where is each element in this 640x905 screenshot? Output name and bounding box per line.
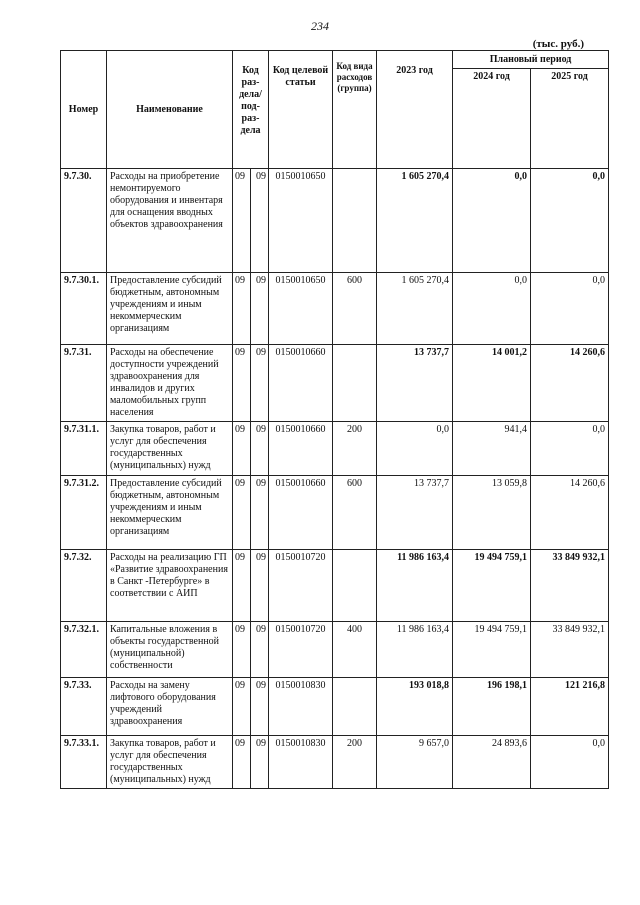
row-subsection: 09 [251,169,269,273]
row-value-2023: 1 605 270,4 [377,273,453,345]
row-target-code: 0150010720 [269,622,333,678]
row-value-2023: 13 737,7 [377,476,453,550]
row-value-2023: 193 018,8 [377,678,453,736]
row-target-code: 0150010650 [269,169,333,273]
header-expense-type: Код вида расходов (группа) [333,51,377,169]
row-target-code: 0150010660 [269,345,333,422]
row-number: 9.7.32. [61,550,107,622]
table-body [61,169,609,789]
row-name: Расходы на замену лифтового оборудования учреждений здравоохранения [107,678,233,736]
row-section: 09 [233,476,251,550]
header-2025: 2025 год [531,69,609,169]
row-expense-type [333,345,377,422]
row-value-2023: 11 986 163,4 [377,550,453,622]
row-section: 09 [233,550,251,622]
row-name: Закупка товаров, работ и услуг для обеспечения государственных (муниципальных) нужд [107,422,233,476]
row-value-2023: 9 657,0 [377,736,453,789]
row-expense-type [333,678,377,736]
table-row [61,169,609,273]
header-target: Код целевой статьи [269,51,333,169]
row-value-2024: 19 494 759,1 [453,550,531,622]
header-number: Номер [61,51,107,169]
row-name: Капитальные вложения в объекты государственной (муниципальной) собственности [107,622,233,678]
header-2024: 2024 год [453,69,531,169]
row-target-code: 0150010660 [269,476,333,550]
row-target-code: 0150010720 [269,550,333,622]
table-row [61,678,609,736]
row-value-2023: 1 605 270,4 [377,169,453,273]
row-name: Предоставление субсидий бюджетным, автономным учреждениям и иным некоммерческим организациям [107,476,233,550]
row-expense-type: 600 [333,273,377,345]
budget-table [60,50,609,789]
row-value-2024: 196 198,1 [453,678,531,736]
row-value-2025: 0,0 [531,273,609,345]
row-value-2024: 14 001,2 [453,345,531,422]
row-expense-type [333,169,377,273]
row-value-2024: 24 893,6 [453,736,531,789]
row-value-2023: 13 737,7 [377,345,453,422]
row-section: 09 [233,345,251,422]
row-section: 09 [233,622,251,678]
table-row [61,622,609,678]
row-value-2025: 0,0 [531,169,609,273]
row-name: Расходы на приобретение немонтируемого оборудования и инвентаря для оснащения вводных объектов здравоохранения [107,169,233,273]
row-value-2025: 0,0 [531,736,609,789]
row-name: Предоставление субсидий бюджетным, автономным учреждениям и иным некоммерческим организациям [107,273,233,345]
row-number: 9.7.32.1. [61,622,107,678]
page-number: 234 [311,19,329,33]
row-number: 9.7.31.2. [61,476,107,550]
row-section: 09 [233,422,251,476]
header-2023: 2023 год [377,51,453,169]
row-number: 9.7.30.1. [61,273,107,345]
row-value-2025: 33 849 932,1 [531,550,609,622]
table-row [61,422,609,476]
row-subsection: 09 [251,678,269,736]
table-row [61,476,609,550]
row-name: Расходы на реализацию ГП «Развитие здравоохранения в Санкт -Петербурге» в соответствии с АИП [107,550,233,622]
row-value-2024: 0,0 [453,273,531,345]
row-subsection: 09 [251,622,269,678]
row-value-2025: 14 260,6 [531,345,609,422]
row-value-2023: 11 986 163,4 [377,622,453,678]
row-value-2025: 14 260,6 [531,476,609,550]
row-expense-type: 600 [333,476,377,550]
row-value-2023: 0,0 [377,422,453,476]
row-section: 09 [233,169,251,273]
header-planned-period: Плановый период [453,51,609,69]
row-value-2024: 13 059,8 [453,476,531,550]
row-name: Расходы на обеспечение доступности учреждений здравоохранения для инвалидов и других маломобильных групп населения [107,345,233,422]
units-label: (тыс. руб.) [532,38,584,50]
table-row [61,273,609,345]
row-value-2024: 19 494 759,1 [453,622,531,678]
row-section: 09 [233,736,251,789]
row-value-2025: 0,0 [531,422,609,476]
row-expense-type [333,550,377,622]
row-value-2025: 33 849 932,1 [531,622,609,678]
row-number: 9.7.33. [61,678,107,736]
row-subsection: 09 [251,345,269,422]
row-expense-type: 400 [333,622,377,678]
row-expense-type: 200 [333,736,377,789]
row-value-2024: 941,4 [453,422,531,476]
row-number: 9.7.31. [61,345,107,422]
table-row [61,736,609,789]
row-value-2025: 121 216,8 [531,678,609,736]
row-target-code: 0150010650 [269,273,333,345]
row-target-code: 0150010830 [269,678,333,736]
row-value-2024: 0,0 [453,169,531,273]
row-subsection: 09 [251,273,269,345]
row-name: Закупка товаров, работ и услуг для обеспечения государственных (муниципальных) нужд [107,736,233,789]
row-number: 9.7.30. [61,169,107,273]
row-number: 9.7.31.1. [61,422,107,476]
row-subsection: 09 [251,550,269,622]
header-name: Наименование [107,51,233,169]
table-row [61,550,609,622]
row-subsection: 09 [251,476,269,550]
row-subsection: 09 [251,422,269,476]
row-subsection: 09 [251,736,269,789]
row-section: 09 [233,678,251,736]
table-row [61,345,609,422]
row-section: 09 [233,273,251,345]
row-target-code: 0150010830 [269,736,333,789]
row-target-code: 0150010660 [269,422,333,476]
row-number: 9.7.33.1. [61,736,107,789]
row-expense-type: 200 [333,422,377,476]
header-section: Код раз-дела/ под-раз-дела [233,51,269,169]
